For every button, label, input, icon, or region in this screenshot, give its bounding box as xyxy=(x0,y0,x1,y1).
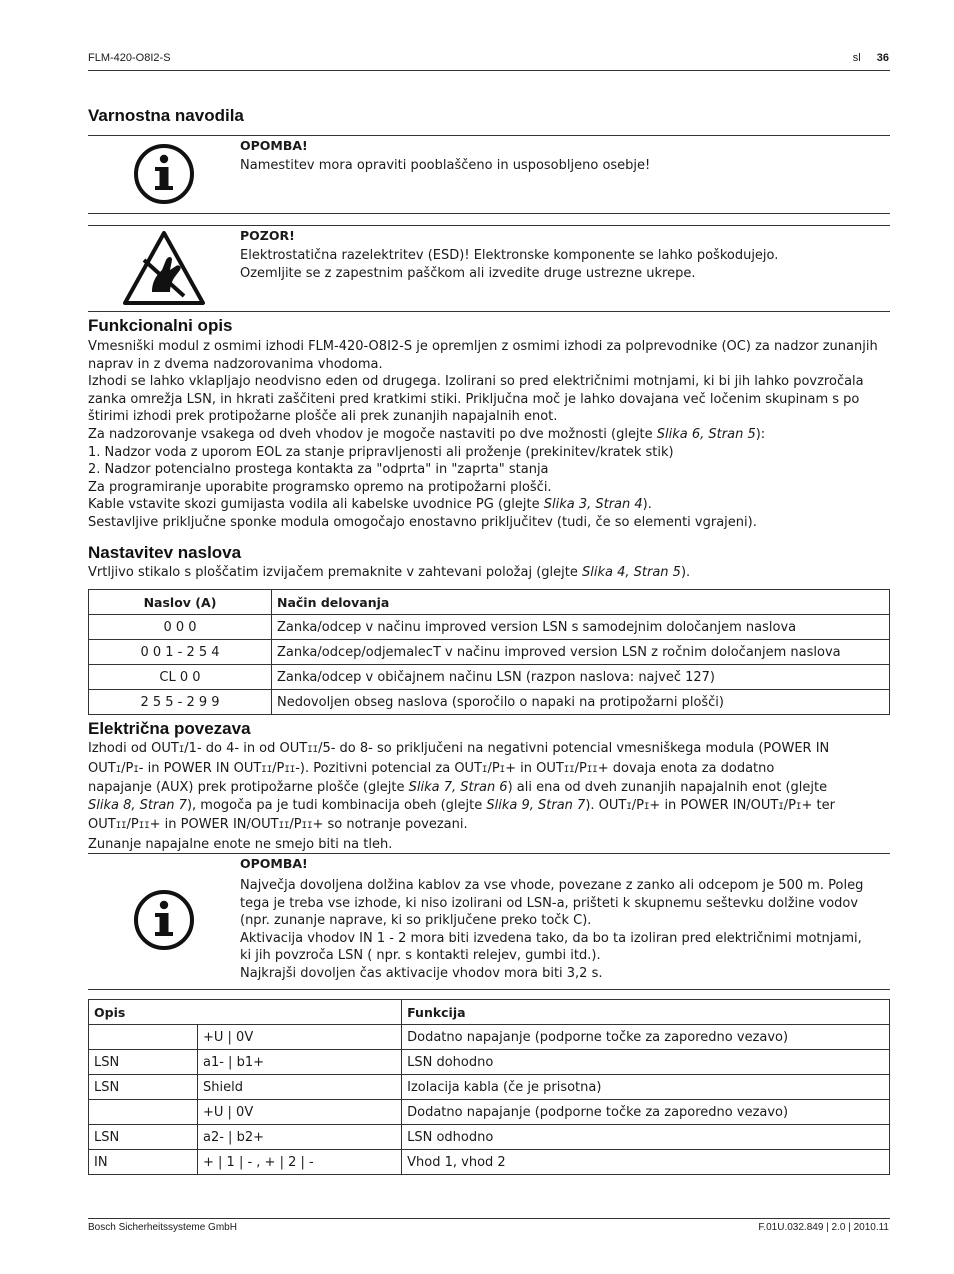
address-cell: CL 0 0 xyxy=(89,665,272,690)
function-cell: LSN dohodno xyxy=(402,1050,890,1075)
func-p5-ref: Slika 3, Stran 4 xyxy=(543,497,643,513)
note3-top-rule xyxy=(88,853,890,854)
note3-line4: Aktivacija vhodov IN 1 - 2 mora biti izvedena tako, da bo ta izoliran pred električnimi motnjami, xyxy=(240,930,862,946)
note3-line1: Največja dovoljena dolžina kablov za vse vhode, povezane z zanko ali odcepom je 500 m. Poleg xyxy=(240,878,864,893)
note1-label: OPOMBA! xyxy=(240,138,308,153)
mode-cell: Zanka/odcep v običajnem načinu LSN (razpon naslova: največ 127) xyxy=(272,665,890,690)
group-cell xyxy=(89,1100,198,1125)
elec-line-3: napajanje (AUX) prek protipožarne plošče (glejte Slika 7, Stran 6) ali ena od dveh zunanjih napajalnih enot (glejte xyxy=(88,780,828,796)
function-cell: Dodatno napajanje (podporne točke za zaporedno vezavo) xyxy=(402,1025,890,1050)
elec-heading: Električna povezava xyxy=(88,719,251,738)
table-header-row xyxy=(89,590,890,615)
func-p3-ref: Slika 6, Stran 5 xyxy=(656,426,756,442)
group-cell xyxy=(89,1025,198,1050)
func-p6: Sestavljive priključne sponke modula omogočajo enostavno priključitev (tudi, če so elementi vgrajeni). xyxy=(88,514,757,530)
table-row xyxy=(89,615,890,640)
group-cell: LSN xyxy=(89,1075,198,1100)
function-cell: Izolacija kabla (če je prisotna) xyxy=(402,1075,890,1100)
func-p3 xyxy=(88,426,890,444)
language-code: sl xyxy=(852,52,861,64)
table-row xyxy=(89,1100,890,1125)
table-header-row xyxy=(89,1000,890,1025)
func-p3-b: ): xyxy=(755,426,766,442)
address-cell: 0 0 1 - 2 5 4 xyxy=(89,640,272,665)
elec-line-1: Izhodi od OUTI/1- do 4- in od OUTII/5- do 8- so priključeni na negativni potencial vmesniškega modula (POWER IN xyxy=(88,741,830,756)
safety-heading: Varnostna navodila xyxy=(88,106,244,125)
terminal-cell: + | 1 | - , + | 2 | - xyxy=(198,1150,402,1175)
info-icon xyxy=(133,889,195,955)
doc-id: FLM-420-O8I2-S xyxy=(88,52,171,64)
table-row xyxy=(89,1125,890,1150)
note2-top-rule xyxy=(88,225,890,226)
note2-line2: Ozemljite se z zapestnim paščkom ali izvedite druge ustrezne ukrepe. xyxy=(240,266,696,281)
note2-bottom-rule xyxy=(88,311,890,312)
func-body xyxy=(88,338,890,532)
func-p2: Izhodi se lahko vklapljajo neodvisno eden od drugega. Izolirani so pred električnimi motnjami, ki bi jih lahko povzročala zanka omrežja LSN, in hkrati zaščiteni pred kratkimi stiki. Priključna moč je lahko dovajana več ločenim skupinam s po štirimi izhodi prek protipožarne plošče ali prek zunanjih napajalnih enot. xyxy=(88,374,864,425)
addr-intro-b: ). xyxy=(680,565,691,580)
address-table xyxy=(88,589,890,715)
terminal-cell: a2- | b2+ xyxy=(198,1125,402,1150)
func-p3-a: Za nadzorovanje vsakega od dveh vhodov je mogoče nastaviti po dve možnosti (glejte xyxy=(88,426,657,442)
table-row xyxy=(89,665,890,690)
note2-label: POZOR! xyxy=(240,228,295,243)
table-row xyxy=(89,1150,890,1175)
func-p5-a: Kable vstavite skozi gumijasta vodila ali kabelske uvodnice PG (glejte xyxy=(88,497,544,513)
esd-warning-icon xyxy=(122,230,206,310)
table-row xyxy=(89,1050,890,1075)
func-list-item-2: 2. Nadzor potencialno prostega kontakta za "odprta" in "zaprta" stanja xyxy=(88,462,549,478)
function-cell: LSN odhodno xyxy=(402,1125,890,1150)
elec-line-4: Slika 8, Stran 7), mogoča pa je tudi kombinacija obeh (glejte Slika 9, Stran 7). OUTI/PI+ in POWER IN/OUTI/PI+ ter xyxy=(88,797,835,813)
mode-cell: Zanka/odcep v načinu improved version LSN s samodejnim določanjem naslova xyxy=(272,615,890,640)
func-heading: Funkcionalni opis xyxy=(88,316,233,335)
elec-line-2: OUTI/PI- in POWER IN OUTII/PII-). Pozitivni potencial za OUTI/PI+ in OUTII/PII+ dovaja enota za dodatno xyxy=(88,760,775,776)
terminal-table xyxy=(88,999,890,1175)
func-p4: Za programiranje uporabite programsko opremo na protipožarni plošči. xyxy=(88,479,552,495)
table-row xyxy=(89,1025,890,1050)
note3-bottom-rule xyxy=(88,989,890,990)
addr-heading: Nastavitev naslova xyxy=(88,543,242,562)
note2-text xyxy=(240,247,890,283)
group-cell: LSN xyxy=(89,1125,198,1150)
func-p5 xyxy=(88,496,890,514)
mode-cell: Zanka/odcep/odjemalecT v načinu improved version LSN z ročnim določanjem naslova xyxy=(272,640,890,665)
address-cell: 2 5 5 - 2 9 9 xyxy=(89,690,272,715)
func-p5-b: ). xyxy=(642,497,652,513)
footer-doc-ref: F.01U.032.849 | 2.0 | 2010.11 xyxy=(758,1222,889,1233)
function-cell: Dodatno napajanje (podporne točke za zaporedno vezavo) xyxy=(402,1100,890,1125)
footer-rule xyxy=(88,1218,890,1219)
note1-text: Namestitev mora opraviti pooblaščeno in usposobljeno osebje! xyxy=(240,158,651,173)
addr-intro-ref: Slika 4, Stran 5 xyxy=(582,565,681,580)
header-rule xyxy=(88,70,890,71)
note1-bottom-rule xyxy=(88,213,890,214)
group-cell: LSN xyxy=(89,1050,198,1075)
terminal-cell: a1- | b1+ xyxy=(198,1050,402,1075)
table-row xyxy=(89,690,890,715)
terminal-cell: Shield xyxy=(198,1075,402,1100)
note3-line2: tega je treba vse izhode, ki niso izolirani od LSN-a, prišteti k skupnemu seštevku dolžine vodov xyxy=(240,895,859,911)
note2-line1: Elektrostatična razelektritev (ESD)! Elektronske komponente se lahko poškodujejo. xyxy=(240,248,779,263)
func-list-item-1: 1. Nadzor voda z uporom EOL za stanje pripravljenosti ali proženje (prekinitev/kratek stik) xyxy=(88,444,674,460)
address-cell: 0 0 0 xyxy=(89,615,272,640)
footer-company: Bosch Sicherheitssysteme GmbH xyxy=(88,1222,237,1233)
terminal-cell: +U | 0V xyxy=(198,1100,402,1125)
addr-intro xyxy=(88,564,890,582)
note3-line5: ki jih povzroča LSN ( npr. s kontakti relejev, gumbi itd.). xyxy=(240,948,601,964)
elec-line-6: Zunanje napajalne enote ne smejo biti na tleh. xyxy=(88,836,393,852)
func-p1: Vmesniški modul z osmimi izhodi FLM-420-O8I2-S je opremljen z osmimi izhodi za polprevodnike (OC) za nadzor zunanjih naprav in z dvema nadzorovanima vhodoma. xyxy=(88,339,878,372)
table-row xyxy=(89,640,890,665)
addr-intro-a: Vrtljivo stikalo s ploščatim izvijačem premaknite v zahtevani položaj (glejte xyxy=(88,565,582,580)
note3-label: OPOMBA! xyxy=(240,856,308,871)
col-header-function: Funkcija xyxy=(402,1000,890,1025)
table-row xyxy=(89,1075,890,1100)
function-cell: Vhod 1, vhod 2 xyxy=(402,1150,890,1175)
mode-cell: Nedovoljen obseg naslova (sporočilo o napaki na protipožarni plošči) xyxy=(272,690,890,715)
note3-line6: Najkrajši dovoljen čas aktivacije vhodov mora biti 3,2 s. xyxy=(240,965,603,981)
info-icon xyxy=(133,143,195,209)
elec-line-5: OUTII/PII+ in POWER IN/OUTII/PII+ so notranje povezani. xyxy=(88,817,468,833)
page-number: 36 xyxy=(876,52,889,64)
note3-text xyxy=(240,877,890,983)
note3-line3: (npr. zunanje naprave, ki so priključene preko točk C). xyxy=(240,913,592,929)
group-cell: IN xyxy=(89,1150,198,1175)
terminal-cell: +U | 0V xyxy=(198,1025,402,1050)
col-header-address: Naslov (A) xyxy=(89,590,272,615)
elec-body xyxy=(88,740,890,854)
col-header-description: Opis xyxy=(89,1000,402,1025)
col-header-mode: Način delovanja xyxy=(272,590,890,615)
page-header-right xyxy=(853,52,889,64)
note1-top-rule xyxy=(88,135,890,136)
